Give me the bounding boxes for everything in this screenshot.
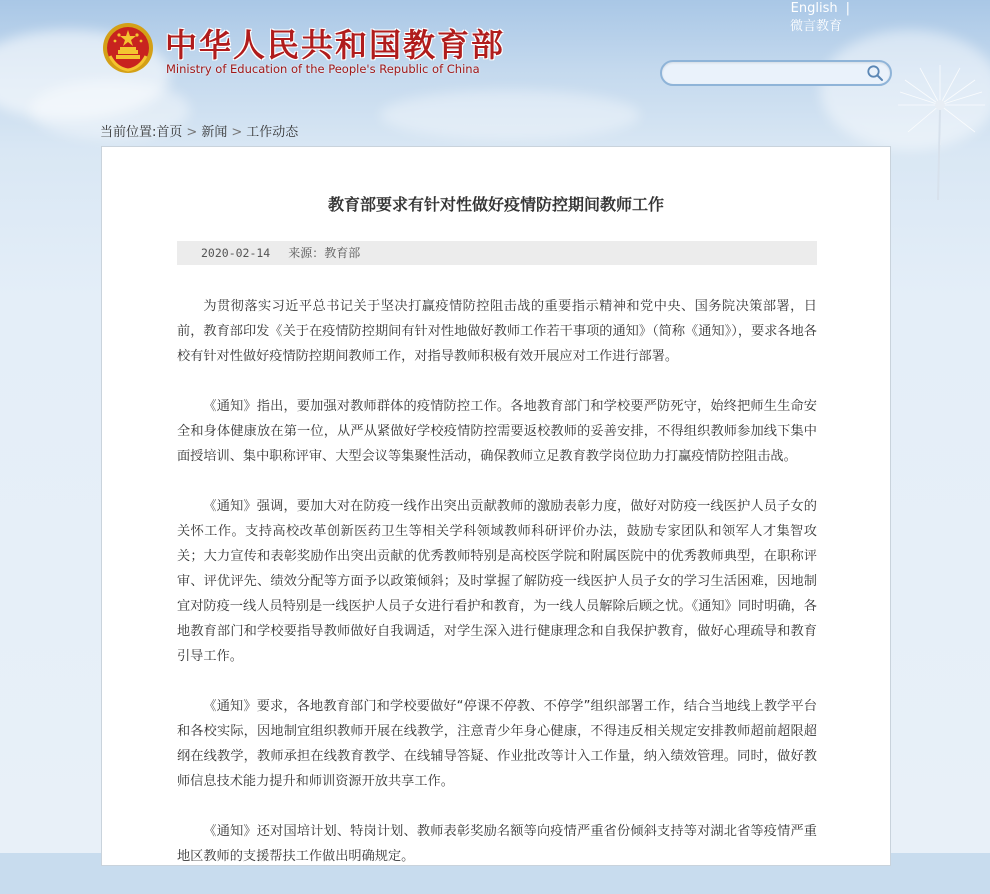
- article-paragraph: 《通知》要求，各地教育部门和学校要做好“停课不停教、不停学”组织部署工作，结合当地线上教学平台和各校实际，因地制宜组织教师开展在线教学，注意青少年身心健康，不得违反相关规定安排教师超前超限超纲在线教学，教师承担在线教育教学、在线辅导答疑、作业批改等计入工作量，纳入绩效管理。同时，做好教师信息技术能力提升和师训资源开放共享工作。: [177, 699, 817, 789]
- article-body: [177, 294, 817, 894]
- breadcrumb-item-work-news[interactable]: 工作动态: [246, 125, 299, 140]
- site-name-en[interactable]: Ministry of Education of the People's Republic of China: [166, 62, 480, 76]
- top-links: [760, 0, 850, 36]
- breadcrumb-separator: >: [231, 125, 243, 140]
- article-meta: [177, 241, 817, 265]
- article-source: 来源：教育部: [288, 246, 361, 260]
- breadcrumb-item-home[interactable]: 首页: [156, 125, 183, 140]
- search-icon[interactable]: [866, 64, 884, 82]
- article-paragraph: 《通知》指出，要加强对教师群体的疫情防控工作。各地教育部门和学校要严防死守，始终把师生生命安全和身体健康放在第一位，从严从紧做好学校疫情防控需要返校教师的妥善安排，不得组织教师参加线下集中面授培训、集中职称评审、大型会议等集聚性活动，确保教师立足教育教学岗位助力打赢疫情防控阻击战。: [177, 399, 817, 464]
- article-card: [101, 146, 891, 866]
- article-paragraph: 《通知》还对国培计划、特岗计划、教师表彰奖励名额等向疫情严重省份倾斜支持等对湖北省等疫情严重地区教师的支援帮扶工作做出明确规定。: [177, 824, 817, 864]
- breadcrumb: [100, 121, 298, 140]
- article-paragraph: 为贯彻落实习近平总书记关于坚决打赢疫情防控阻击战的重要指示精神和党中央、国务院决策部署，日前，教育部印发《关于在疫情防控期间有针对性地做好教师工作若干事项的通知》（简称《通知》），要求各地各校有针对性做好疫情防控期间教师工作，对指导教师积极有效开展应对工作进行部署。: [177, 299, 817, 364]
- breadcrumb-separator: >: [186, 125, 198, 140]
- article-title: 教育部要求有针对性做好疫情防控期间教师工作: [327, 195, 664, 214]
- article-paragraph: 《通知》强调，要加大对在防疫一线作出突出贡献教师的激励表彰力度，做好对防疫一线医护人员子女的关怀工作。支持高校改革创新医药卫生等相关学科领域教师科研评价办法，鼓励专家团队和领军人才集智攻关；大力宣传和表彰奖励作出突出贡献的优秀教师特别是高校医学院和附属医院中的优秀教师典型，在职称评审、评优评先、绩效分配等方面予以政策倾斜；及时掌握了解防疫一线医护人员子女的学习生活困难，因地制宜对防疫一线人员特别是一线医护人员子女进行看护和教育，为一线人员解除后顾之忧。《通知》同时明确，各地教育部门和学校要指导教师做好自我调适，对学生深入进行健康理念和自我保护教育，做好心理疏导和教育引导工作。: [177, 499, 817, 664]
- link-separator: |: [845, 1, 850, 16]
- article-date: 2020-02-14: [201, 246, 271, 260]
- national-emblem-icon[interactable]: [102, 22, 154, 74]
- search-input[interactable]: [672, 64, 866, 84]
- breadcrumb-item-news[interactable]: 新闻: [201, 125, 228, 140]
- site-name-cn[interactable]: 中华人民共和国教育部: [165, 26, 506, 64]
- english-link[interactable]: English: [790, 1, 838, 16]
- breadcrumb-prefix: 当前位置:: [100, 125, 157, 140]
- search-box[interactable]: [660, 60, 892, 86]
- weibo-link[interactable]: 微言教育: [789, 19, 842, 34]
